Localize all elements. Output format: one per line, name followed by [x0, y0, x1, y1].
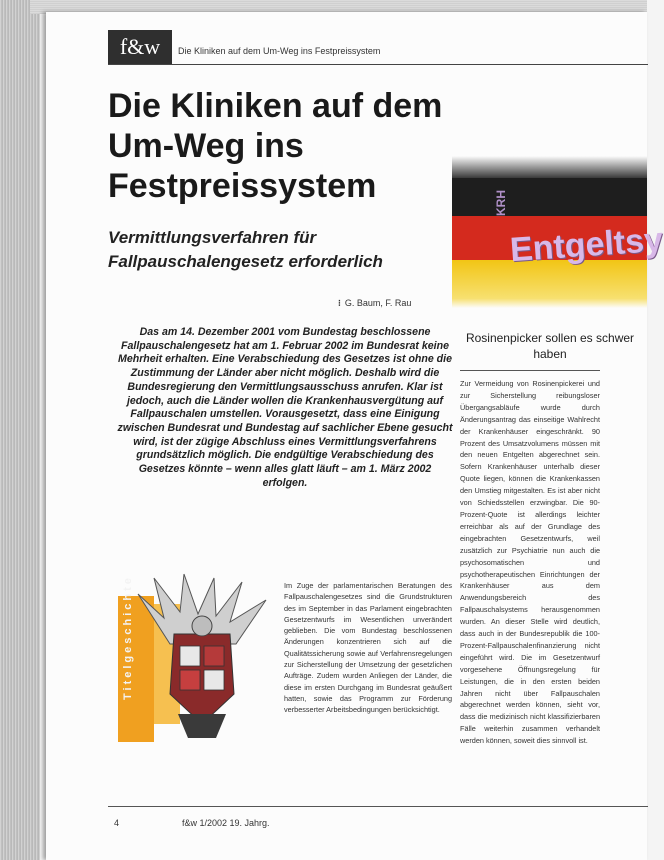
authors: G. Baum, F. Rau — [344, 298, 412, 308]
sidebar-rule — [460, 370, 600, 371]
article-title: Die Kliniken auf dem Um-Weg ins Festpreissystem — [108, 87, 443, 205]
page-number: 4 — [114, 818, 120, 828]
footer-rule — [108, 806, 648, 807]
eagle-illustration — [118, 574, 276, 742]
sidebar-heading: Rosinenpicker sollen es schwer haben — [465, 331, 635, 361]
flag-text: Entgeltsy — [508, 220, 664, 270]
issue-info: f&w 1/2002 19. Jahrg. — [182, 818, 270, 828]
eagle-icon — [118, 574, 276, 742]
page-stack-edge — [0, 0, 40, 860]
bullet-icon: ⁝ — [338, 298, 341, 308]
article-lead: Das am 14. Dezember 2001 vom Bundestag beschlossene Fallpauschalengesetz hat am 1. Februar 2002 im Bundesrat keine Mehrheit erhalten. Eine Verabschiedung des Gesetzes ist ohne die Zustimmung der Länder aber nicht möglich. Deshalb wird die Bundesregierung den Vermittlungsausschuss anrufen. Klar ist jedoch, auch die Länder wollen die Krankenhausvergütung auf Fallpauschalen umstellen. Vorausgesetzt, dass eine Einigung zwischen Bundesrat und Bundestag auf sachlicher Ebene gesucht wird, ist der zügige Abschluss eines Vermittlungsverfahrens grundsätzlich möglich. Die endgültige Verabschiedung des Gesetzes könnte – wenn alles glatt läuft – am 1. März 2002 erfolgen. — [117, 326, 453, 489]
flag-small-text: KRH — [494, 190, 508, 216]
article-body: Im Zuge der parlamentarischen Beratungen des Fallpauschalengesetzes sind die Grundstrukturen des im September in das Parlament eingebrachten Gesetzentwurfs im Wesentlichen unverändert geblieben. Die vom Bundestag beschlossenen Änderungen konzentrieren sich auf die Qualitätssicherung sowie auf Verfahrensregelungen zur Sicherstellung der Umsetzung der gesetzlichen Aufträge. Zudem wurden Anliegen der Länder, die diese im ersten Durchgang im Bundesrat geäußert hatten, sowie das Programm zur Förderung verbesserter Arbeitsbedingungen berücksichtigt. — [284, 581, 452, 715]
article-subtitle: Vermittlungsverfahren für Fallpauschalengesetz erforderlich — [108, 228, 383, 271]
header-rule — [108, 64, 648, 65]
sidebar-text: Zur Vermeidung von Rosinenpickerei und zur Sicherstellung reibungsloser Übergangsabläufe wurde durch Änderungsantrag das einseitige Wahlrecht der Krankenhäuser eingeschränkt. 90 Prozent des Umsatzvolumens müssen mit den neuen Entgelten abgerechnet sein. Sofern Krankenhäuser unterhalb dieser Quote liegen, können die Krankenkassen den Umstieg mitgestalten. Es ist aber nicht von Schiedsstellen erzwingbar. Die 90-Prozent-Quote ist allerdings leichter erreichbar als auf der Grundlage des eingebrachten Gesetzentwurfs, weil zusätzlich zur Psychiatrie nun auch die psychosomatischen und psychotherapeutischen Einrichtungen der Krankenhäuser aus dem Anwendungsbereich des Fallpauschalsystems herausgenommen wurden. An dieser Stelle wird deutlich, dass auch in der Bundesrepublik die 100-Prozent-Fallpauschalenfinanzierung nicht eingeführt wird. Die im Gesetzentwurf vorgesehene Öffnungsregelung für Leistungen, die in den ersten beiden Jahren nicht über Fallpauschalen abgerechnet werden können, sieht vor, dass die medizinisch nicht klassifizierbaren Fälle weiterhin zusammen verhandelt werden können, soweit dies sinnvoll ist. — [460, 379, 600, 746]
flag-black-band — [452, 178, 647, 216]
running-title: Die Kliniken auf dem Um-Weg ins Festpreissystem — [178, 46, 381, 56]
section-label: Titelgeschichte — [122, 575, 134, 700]
authors-line — [338, 298, 411, 309]
flag-fade — [452, 156, 647, 178]
magazine-logo: f&w — [108, 30, 172, 64]
